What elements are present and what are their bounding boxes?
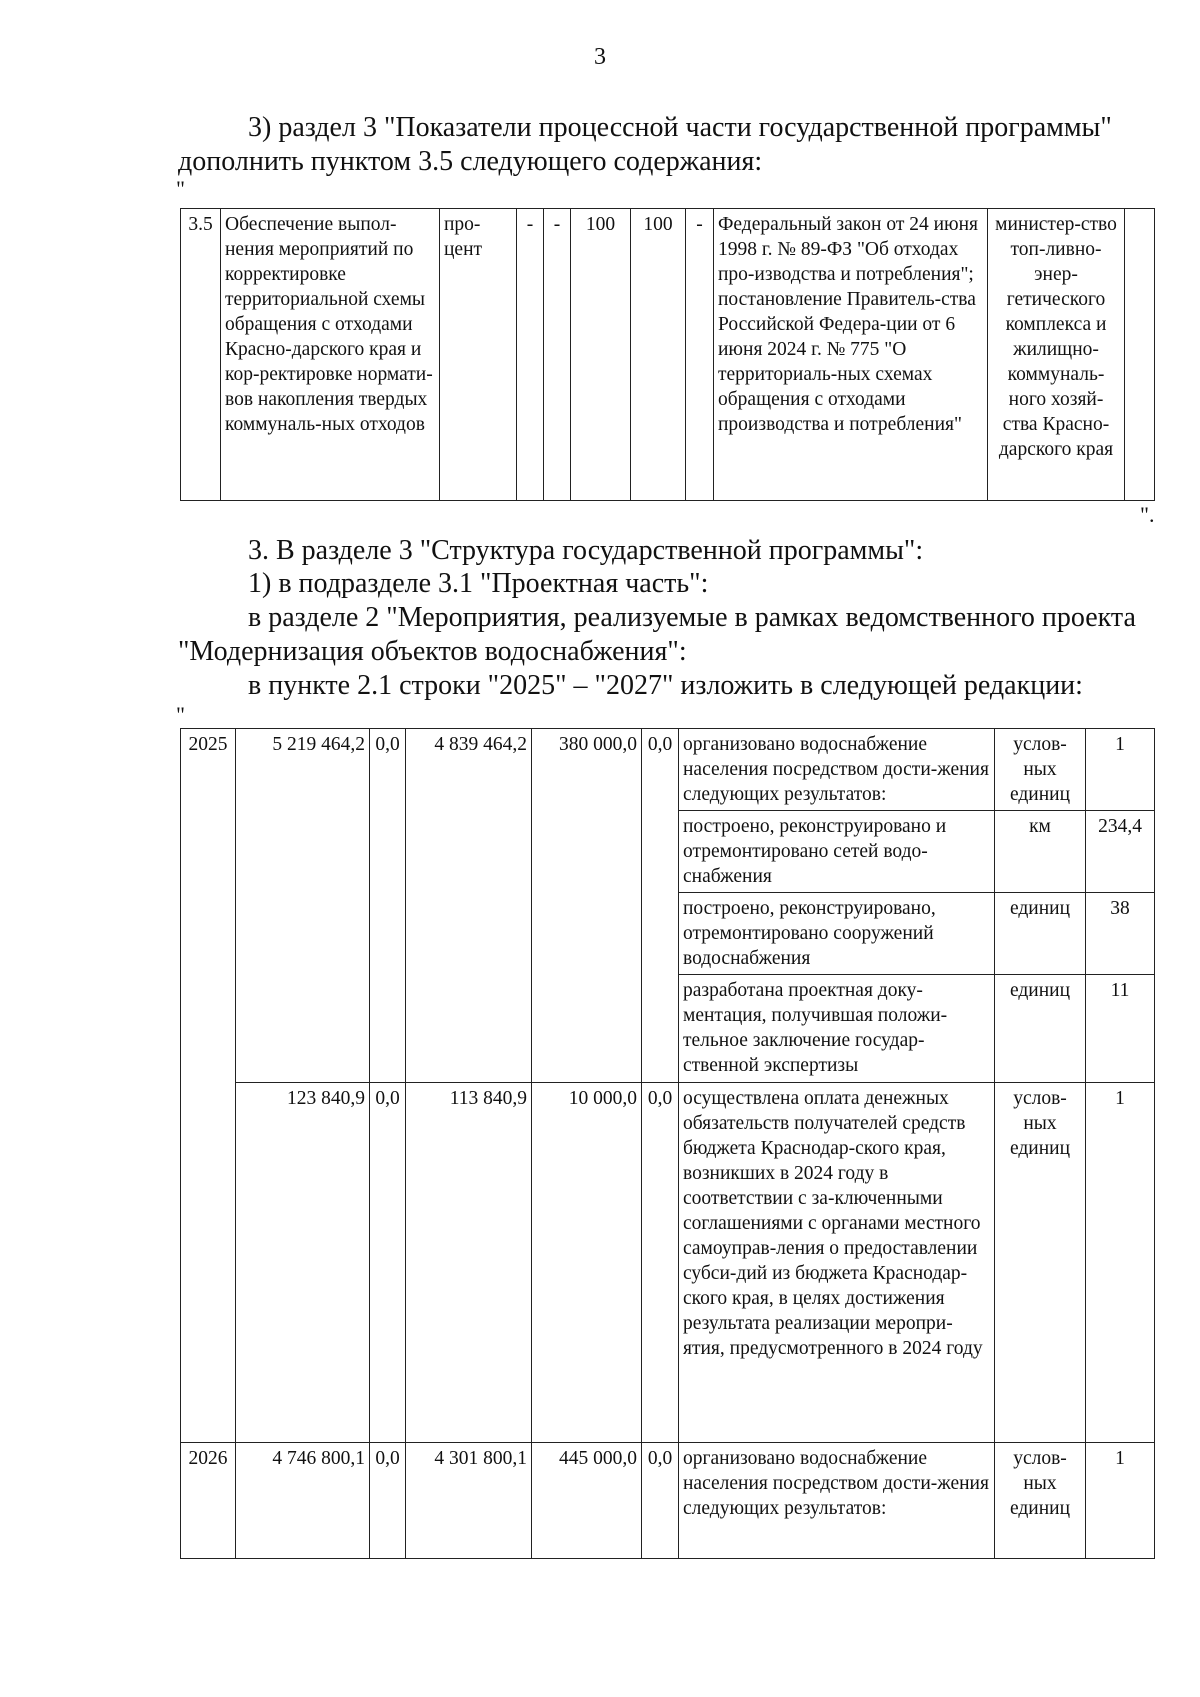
result-text: построено, реконструировано, отремонтировано сооружений водоснабжения — [679, 893, 995, 975]
fund-4-cell: 0,0 — [642, 1083, 679, 1443]
result-value: 38 — [1086, 893, 1155, 975]
intro-line-1: 3) раздел 3 "Показатели процессной части государственной программы" — [248, 112, 1112, 143]
result-unit: единиц — [995, 893, 1086, 975]
result-text: организовано водоснабжение населения посредством дости-жения следующих результатов: — [679, 729, 995, 811]
fund-3-cell: 380 000,0 — [532, 729, 642, 1083]
result-unit: услов-ных единиц — [995, 1443, 1086, 1559]
table-row — [181, 1443, 1155, 1559]
section-line-2: 1) в подразделе 3.1 "Проектная часть": — [248, 568, 709, 599]
fund-3-cell: 10 000,0 — [532, 1083, 642, 1443]
result-value: 234,4 — [1086, 811, 1155, 893]
result-unit: единиц — [995, 975, 1086, 1083]
page-number: 3 — [594, 44, 606, 70]
responsible: министер-ство топ-ливно-энер-гетического комплекса и жилищно-коммуналь-ного хозяй-ства Красно-дарского края — [988, 209, 1125, 501]
close-quote-1: ". — [1140, 502, 1155, 527]
row-number: 3.5 — [181, 209, 221, 501]
result-text: организовано водоснабжение населения посредством дости-жения следующих результатов: — [679, 1443, 995, 1559]
table-row — [181, 1083, 1155, 1443]
indicator-table — [180, 208, 1155, 501]
fund-4-cell: 0,0 — [642, 729, 679, 1083]
indicator-name: Обеспечение выпол-нения мероприятий по корректировке территориальной схемы обращения с отходами Красно-дарского края и кор-ректировке нормати-вов накопления твердых коммуналь-ных отходов — [221, 209, 440, 501]
section-line-3: в разделе 2 "Мероприятия, реализуемые в рамках ведомственного проекта — [248, 602, 1136, 633]
result-unit: км — [995, 811, 1086, 893]
section-line-5: в пункте 2.1 строки "2025" – "2027" изложить в следующей редакции: — [248, 670, 1083, 701]
value-4: 100 — [631, 209, 686, 501]
result-text: построено, реконструировано и отремонтировано сетей водо-снабжения — [679, 811, 995, 893]
result-unit: услов-ных единиц — [995, 729, 1086, 811]
fund-1-cell: 0,0 — [370, 1083, 406, 1443]
year-cell: 2026 — [181, 1443, 236, 1559]
result-value: 1 — [1086, 1083, 1155, 1443]
table-row — [181, 729, 1155, 811]
last-cell — [1125, 209, 1155, 501]
intro-line-2: дополнить пунктом 3.5 следующего содержания: — [178, 146, 763, 177]
result-text: осуществлена оплата денежных обязательств получателей средств бюджета Краснодар-ского края, возникших в 2024 году в соответствии с за-ключенными соглашениями с органами местного самоуправ-ления о предоставлении субси-дий из бюджета Краснодар-ского края, в целях достижения результата реализации меропри-ятия, предусмотренного в 2024 году — [679, 1083, 995, 1443]
result-value: 1 — [1086, 1443, 1155, 1559]
value-2: - — [544, 209, 571, 501]
open-quote-1: " — [176, 176, 185, 201]
fund-2-cell: 4 839 464,2 — [406, 729, 532, 1083]
section-line-4: "Модернизация объектов водоснабжения": — [178, 636, 687, 667]
total-cell: 4 746 800,1 — [236, 1443, 370, 1559]
total-cell: 123 840,9 — [236, 1083, 370, 1443]
result-value: 1 — [1086, 729, 1155, 811]
open-quote-2: " — [176, 702, 185, 727]
fund-2-cell: 4 301 800,1 — [406, 1443, 532, 1559]
total-cell: 5 219 464,2 — [236, 729, 370, 1083]
result-unit: услов-ных единиц — [995, 1083, 1086, 1443]
year-cell: 2025 — [181, 729, 236, 1443]
fund-3-cell: 445 000,0 — [532, 1443, 642, 1559]
fund-4-cell: 0,0 — [642, 1443, 679, 1559]
fund-1-cell: 0,0 — [370, 729, 406, 1083]
funding-table — [180, 728, 1155, 1559]
value-3: 100 — [571, 209, 631, 501]
fund-1-cell: 0,0 — [370, 1443, 406, 1559]
indicator-row-3-5 — [181, 209, 1155, 501]
value-5: - — [686, 209, 714, 501]
unit: про-цент — [440, 209, 517, 501]
legal-basis: Федеральный закон от 24 июня 1998 г. № 89-ФЗ "Об отходах про-изводства и потребления"; постановление Правитель-ства Российской Федера-ции от 6 июня 2024 г. № 775 "О территориаль-ных схемах обращения с отходами производства и потребления" — [714, 209, 988, 501]
section-line-1: 3. В разделе 3 "Структура государственной программы": — [248, 535, 924, 566]
result-text: разработана проектная доку-ментация, получившая положи-тельное заключение государ-ственной экспертизы — [679, 975, 995, 1083]
fund-2-cell: 113 840,9 — [406, 1083, 532, 1443]
result-value: 11 — [1086, 975, 1155, 1083]
value-1: - — [517, 209, 544, 501]
